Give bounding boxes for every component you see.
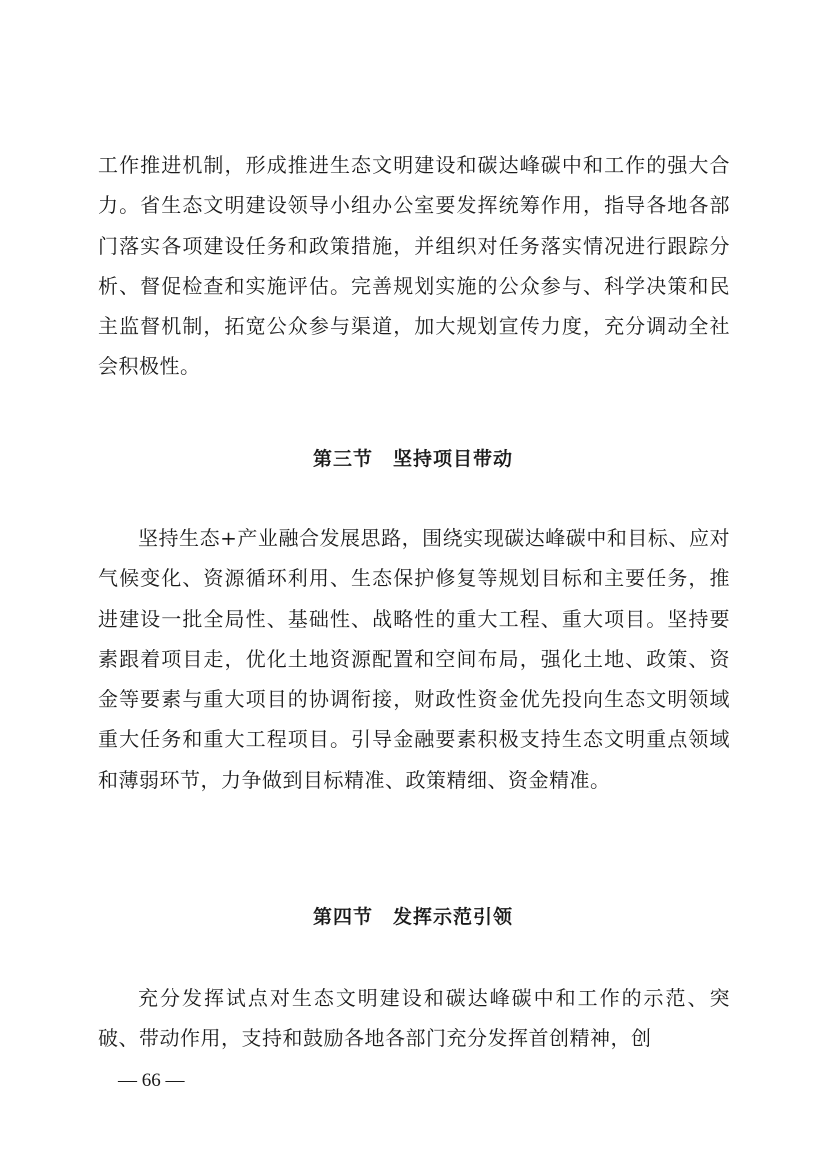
paragraph-project-driven: 坚持生态+产业融合发展思路，围绕实现碳达峰碳中和目标、应对气候变化、资源循环利用、生态保护修复等规划目标和主要任务，推进建设一批全局性、基础性、战略性的重大工程、重大项目。坚持要素跟着项目走，优化土地资源配置和空间布局，强化土地、政策、资金等要素与重大项目的协调衔接，财政性资金优先投向生态文明领域重大任务和重大工程项目。引导金融要素积极支持生态文明重点领域和薄弱环节，力争做到目标精准、政策精细、资金精准。	[98, 526, 730, 792]
paragraph-demonstration: 充分发挥试点对生态文明建设和碳达峰碳中和工作的示范、突破、带动作用，支持和鼓励各地各部门充分发挥首创精神，创	[98, 986, 730, 1051]
section-heading-3: 第三节 坚持项目带动	[312, 448, 513, 470]
section-heading-4: 第四节 发挥示范引领	[312, 906, 513, 928]
paragraph-continuation: 工作推进机制，形成推进生态文明建设和碳达峰碳中和工作的强大合力。省生态文明建设领导小组办公室要发挥统筹作用，指导各地各部门落实各项建设任务和政策措施，并组织对任务落实情况进行跟踪分析、督促检查和实施评估。完善规划实施的公众参与、科学决策和民主监督机制，拓宽公众参与渠道，加大规划宣传力度，充分调动全社会积极性。	[98, 153, 730, 379]
page-number: — 66 —	[118, 1070, 185, 1091]
